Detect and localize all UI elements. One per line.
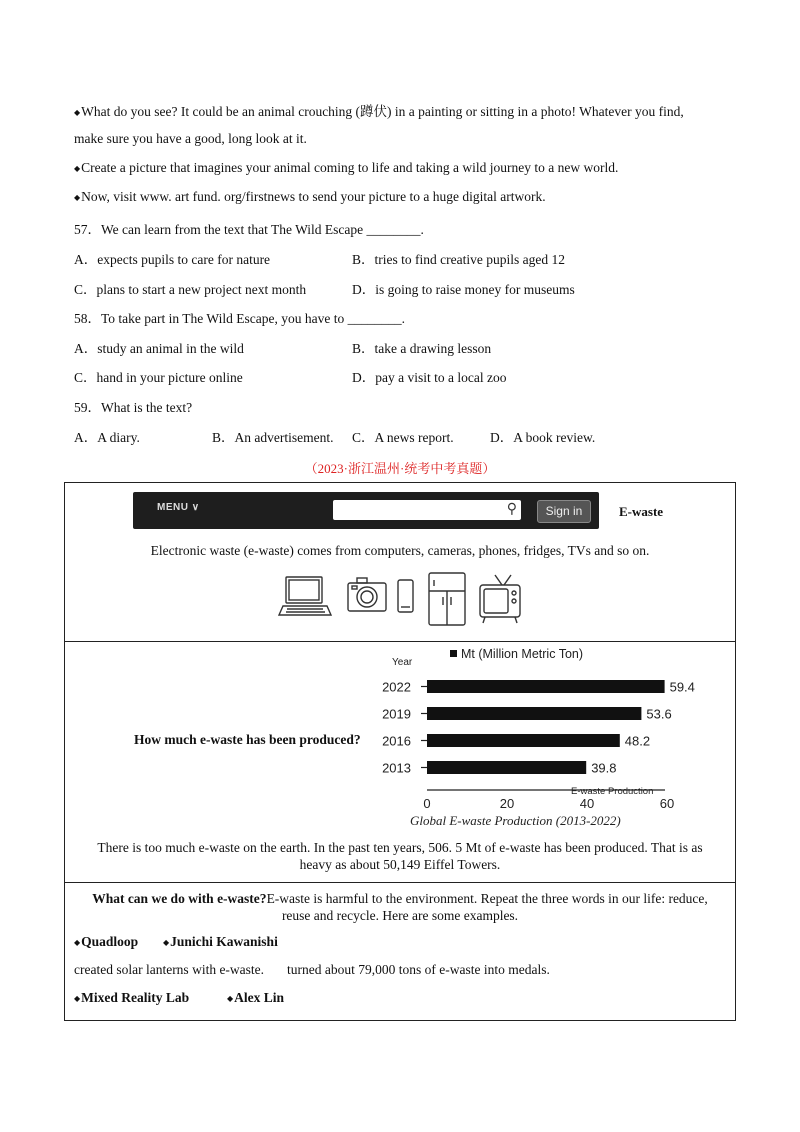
data-label: 39.8 (591, 760, 617, 776)
sign-in-button[interactable]: Sign in (537, 500, 591, 523)
diamond-bullet-icon: ◆ (74, 193, 81, 202)
diamond-bullet-icon: ◆ (74, 164, 81, 173)
data-label: 53.6 (646, 706, 672, 722)
name-quadloop: Quadloop (81, 934, 139, 949)
camera-icon (348, 578, 386, 611)
q59-option-d[interactable]: D．A book review. (490, 430, 596, 445)
q57-option-d[interactable]: D．is going to raise money for museums (352, 282, 575, 297)
x-tick-label: 20 (499, 796, 515, 811)
tv-icon (480, 575, 520, 623)
diamond-bullet-icon: ◆ (74, 938, 81, 947)
q59-option-b[interactable]: B．An advertisement. (212, 430, 334, 445)
q59-option-a[interactable]: A．A diary. (74, 430, 140, 445)
q57-option-c[interactable]: C．plans to start a new project next month (74, 282, 307, 297)
example-name-alex-lin (227, 990, 284, 1006)
q59-option-c[interactable]: C．A news report. (352, 430, 454, 445)
chart-title: Global E-waste Production (2013-2022) (410, 813, 621, 828)
name-junichi: Junichi Kawanishi (170, 934, 278, 949)
y-tick-label: 2019 (382, 706, 411, 722)
example-desc-a: created solar lanterns with e-waste. (74, 962, 265, 977)
fridge-icon (429, 573, 465, 625)
actions-heading-rest: E-waste is harmful to the environment. Repeat the three words in our life: reduce, (266, 891, 708, 906)
question-58: 58．To take part in The Wild Escape, you have to ________. (74, 311, 405, 326)
bullet-text (74, 160, 618, 176)
bullet-2: Create a picture that imagines your animal coming to life and taking a wild journey to a new world. (81, 160, 619, 175)
example-name-quadloop (74, 934, 138, 950)
question-59: 59．What is the text? (74, 400, 193, 415)
menu-button[interactable]: MENU ∨ (157, 502, 200, 513)
page-title: E-waste (619, 504, 664, 519)
bar-2022 (427, 680, 665, 693)
ewaste-chart-box (64, 642, 736, 883)
q58-option-b[interactable]: B．take a drawing lesson (352, 341, 492, 356)
search-icon[interactable]: ⚲ (506, 501, 517, 517)
x-tick-label: 0 (423, 796, 431, 811)
x-tick-label: 40 (579, 796, 595, 811)
diamond-bullet-icon: ◆ (74, 108, 81, 117)
search-input[interactable] (333, 500, 521, 520)
bullet-3: Now, visit www. art fund. org/firstnews to send your picture to a huge digital artwork. (81, 189, 546, 204)
bullet-1-cont: make sure you have a good, long look at it. (74, 131, 307, 146)
q57-option-a[interactable]: A．expects pupils to care for nature (74, 252, 271, 267)
example-name-junichi (163, 934, 278, 950)
intro-text: Electronic waste (e-waste) comes from computers, cameras, phones, fridges, TVs and so on. (150, 543, 650, 558)
question-57: 57．We can learn from the text that The Wild Escape ________. (74, 222, 424, 237)
actions-heading (65, 891, 735, 907)
q57-option-b[interactable]: B．tries to find creative pupils aged 12 (352, 252, 565, 267)
actions-line-2: reuse and recycle. Here are some examples. (281, 908, 519, 923)
chart-ylabel: Year (392, 657, 413, 668)
chart-legend: Mt (Million Metric Ton) (461, 647, 584, 661)
ewaste-intro-box (64, 482, 736, 642)
legend-swatch (450, 650, 457, 657)
q58-option-a[interactable]: A．study an animal in the wild (74, 341, 244, 356)
y-tick-label: 2022 (382, 679, 411, 695)
bar-2019 (427, 707, 641, 720)
nav-bar (133, 492, 599, 529)
name-alex-lin: Alex Lin (234, 990, 285, 1005)
ewaste-bar-chart (65, 642, 737, 832)
data-label: 59.4 (669, 679, 695, 695)
chart-question: How much e-waste has been produced? (134, 732, 361, 747)
bar-2013 (427, 761, 586, 774)
name-mixed-reality: Mixed Reality Lab (81, 990, 190, 1005)
chart-caption-1: There is too much e-waste on the earth. In the past ten years, 506. 5 Mt of e-waste has been produced. That is as (97, 840, 703, 855)
q58-option-d[interactable]: D．pay a visit to a local zoo (352, 370, 507, 385)
diamond-bullet-icon: ◆ (227, 994, 234, 1003)
y-tick-label: 2016 (382, 733, 411, 749)
x-tick-label: 60 (659, 796, 675, 811)
chart-bars (382, 680, 695, 776)
bullet-text (74, 131, 307, 147)
diamond-bullet-icon: ◆ (74, 994, 81, 1003)
diamond-bullet-icon: ◆ (163, 938, 170, 947)
actions-heading-bold: What can we do with e-waste? (92, 891, 267, 906)
example-name-mixed-reality (74, 990, 189, 1006)
bullet-text (74, 189, 546, 205)
ewaste-actions-box (64, 883, 736, 1021)
chart-xlabel: E-waste Production (571, 786, 654, 797)
q58-option-c[interactable]: C．hand in your picture online (74, 370, 243, 385)
computer-icon (279, 577, 331, 615)
y-tick-label: 2013 (382, 760, 411, 776)
device-icons (65, 571, 737, 635)
exam-source: （2023·浙江温州·统考中考真题） (304, 461, 496, 476)
example-desc-b: turned about 79,000 tons of e-waste into medals. (287, 962, 550, 977)
data-label: 48.2 (624, 733, 651, 749)
bullet-1: What do you see? It could be an animal crouching (蹲伏) in a painting or sitting in a photo! Whatever you find, (81, 104, 684, 119)
x-tick-labels (423, 796, 674, 811)
chart-caption-2: heavy as about 50,149 Eiffel Towers. (299, 857, 501, 872)
bar-2016 (427, 734, 620, 747)
bullet-text (74, 100, 684, 120)
phone-icon (398, 580, 413, 612)
